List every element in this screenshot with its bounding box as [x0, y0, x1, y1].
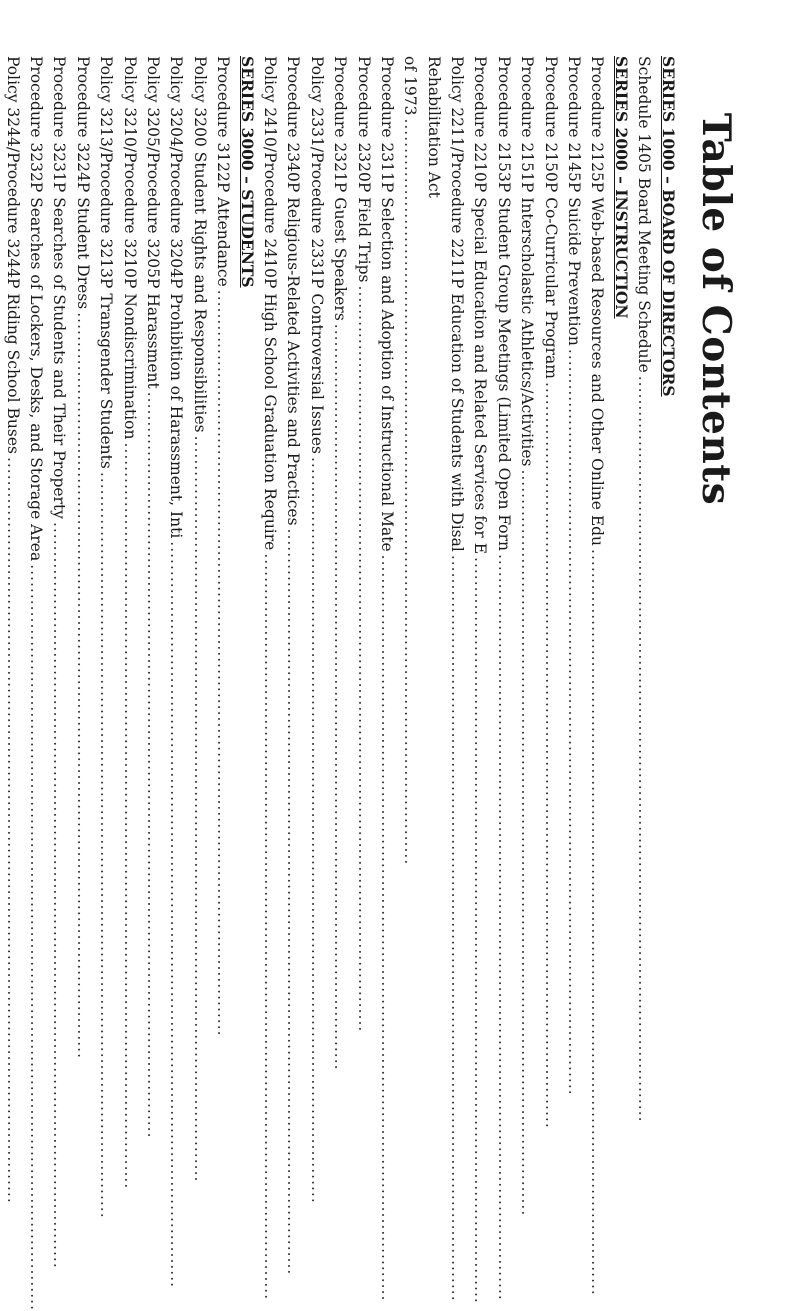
toc-entry	[331, 56, 354, 1071]
dot-leader: ..............................................................................................................................	[97, 471, 116, 1219]
toc-entry-text: Procedure 2320P Field Trips	[354, 56, 373, 283]
dot-leader: ..............................................................................................................................	[307, 456, 326, 1204]
dot-leader: ..............................................................................................................................	[588, 549, 607, 1296]
toc-entry	[401, 56, 424, 866]
toc-entry	[260, 56, 284, 1301]
toc-entry-text: Policy 2211/Procedure 2211P Education of Students with Disal	[448, 56, 467, 552]
dot-leader: ..............................................................................................................................	[3, 456, 22, 1204]
toc-entry-text: SERIES 2000 – INSTRUCTION	[611, 56, 631, 319]
toc-entry-text: Policy 3213/Procedure 3213P Transgender Students	[97, 56, 116, 469]
toc-entry-text: SERIES 1000 – BOARD OF DIRECTORS	[658, 56, 678, 397]
toc-entry-text: of 1973	[401, 56, 420, 116]
toc-entry	[307, 56, 331, 1204]
toc-entry	[448, 56, 471, 1302]
toc-entry	[167, 56, 190, 1289]
toc-entry-text: Procedure 2321P Guest Speakers	[331, 56, 350, 321]
toc-entry	[3, 56, 27, 1204]
toc-entry-text: Policy 3200 Student Rights and Responsibilities	[190, 56, 209, 433]
toc-entry-text: Procedure 2125P Web-based Resources and Other Online Edu	[588, 56, 607, 547]
toc-entry-text: Rehabilitation Act	[424, 56, 443, 198]
toc-entry-text: Procedure 2145P Suicide Prevention	[565, 56, 584, 346]
toc-entry	[425, 56, 448, 656]
toc-entry-text: Policy 3204/Procedure 3204P Prohibition of Harassment, Inti	[167, 56, 186, 539]
toc-entry-text: Procedure 3232P Searches of Lockers, Desks, and Storage Area	[27, 56, 46, 562]
toc-entry	[494, 56, 518, 1301]
toc-entry-text: Procedure 2311P Selection and Adoption of Instructional Mate	[377, 56, 396, 552]
dot-leader: ..............................................................................................................................	[471, 557, 490, 1304]
dot-leader: ..............................................................................................................................	[214, 289, 233, 1037]
toc-entry	[97, 56, 120, 1219]
toc-entry-text: Procedure 2153P Student Group Meetings (Limited Open Forn	[494, 56, 513, 551]
toc-entry	[635, 56, 658, 1123]
toc-entry-text: SERIES 3000 – STUDENTS	[237, 56, 257, 288]
dot-leader: ..............................................................................................................................	[144, 391, 163, 1139]
dot-leader: ..............................................................................................................................	[377, 554, 396, 1302]
toc-entry	[518, 56, 541, 1217]
dot-leader: ..............................................................................................................................	[565, 348, 584, 1096]
toc-entry-text: Procedure 2210P Special Education and Related Services for E	[471, 56, 490, 555]
toc-entry-text: Procedure 2150P Co-Curricular Program	[541, 56, 560, 379]
toc-entry	[214, 56, 237, 1037]
dot-leader: ..............................................................................................................................	[494, 554, 513, 1301]
page-title: Table of Contents	[693, 112, 739, 506]
toc-entry-text: Policy 2410/Procedure 2410P High School Graduation Require	[260, 56, 279, 551]
toc-section-heading	[612, 56, 635, 656]
dot-leader: ..............................................................................................................................	[518, 469, 537, 1217]
toc-entry	[588, 56, 611, 1296]
toc-entry	[73, 56, 97, 1060]
dot-leader: ..............................................................................................................................	[331, 323, 350, 1071]
dot-leader: ..............................................................................................................................	[541, 381, 560, 1129]
toc-entry-text: Schedule 1405 Board Meeting Schedule	[635, 56, 654, 373]
dot-leader: ..............................................................................................................................	[401, 118, 420, 866]
toc-entry-text: Procedure 3231P Searches of Students and Their Property	[50, 56, 69, 519]
toc-entry	[284, 56, 307, 1276]
dot-leader: ..............................................................................................................................	[50, 521, 69, 1269]
toc-entry-text: Procedure 3122P Attendance	[214, 56, 233, 287]
toc-entry	[190, 56, 214, 1183]
dot-leader: ..............................................................................................................................	[120, 442, 139, 1190]
dot-leader: ..............................................................................................................................	[73, 312, 92, 1060]
toc-entry	[565, 56, 588, 1096]
dot-leader: ..............................................................................................................................	[354, 285, 373, 1033]
dot-leader: ..............................................................................................................................	[260, 553, 279, 1301]
dot-leader: ..............................................................................................................................	[167, 541, 186, 1289]
toc-entry-text: Procedure 3224P Student Dress	[73, 56, 92, 310]
toc-section-heading	[238, 56, 261, 656]
toc-entry	[120, 56, 144, 1190]
toc-entry	[471, 56, 494, 1304]
toc-entry	[377, 56, 401, 1302]
dot-leader: ..............................................................................................................................	[448, 554, 467, 1302]
dot-leader: ..............................................................................................................................	[190, 435, 209, 1183]
toc-entry	[50, 56, 73, 1269]
toc-entry-text: Policy 2331/Procedure 2331P Controversial Issues	[307, 56, 326, 454]
dot-leader: ..............................................................................................................................	[284, 528, 303, 1276]
toc-entry	[354, 56, 378, 1033]
toc-entry	[541, 56, 565, 1129]
toc-entry-text: Procedure 2340P Religious-Related Activities and Practices	[284, 56, 303, 526]
toc-entry	[144, 56, 167, 1139]
toc-entry-text: Policy 3210/Procedure 3210P Nondiscrimination	[120, 56, 139, 440]
dot-leader: ..............................................................................................................................	[635, 375, 654, 1123]
toc-section-heading	[659, 56, 682, 656]
toc-entry-text: Procedure 2151P Interscholastic Athletics/Activities	[518, 56, 537, 467]
toc-entry-text: Policy 3205/Procedure 3205P Harassment	[144, 56, 163, 389]
toc-entry	[27, 56, 50, 1311]
toc-entry-text: Policy 3244/Procedure 3244P Riding School Buses	[3, 56, 22, 454]
dot-leader: ..............................................................................................................................	[27, 564, 46, 1311]
